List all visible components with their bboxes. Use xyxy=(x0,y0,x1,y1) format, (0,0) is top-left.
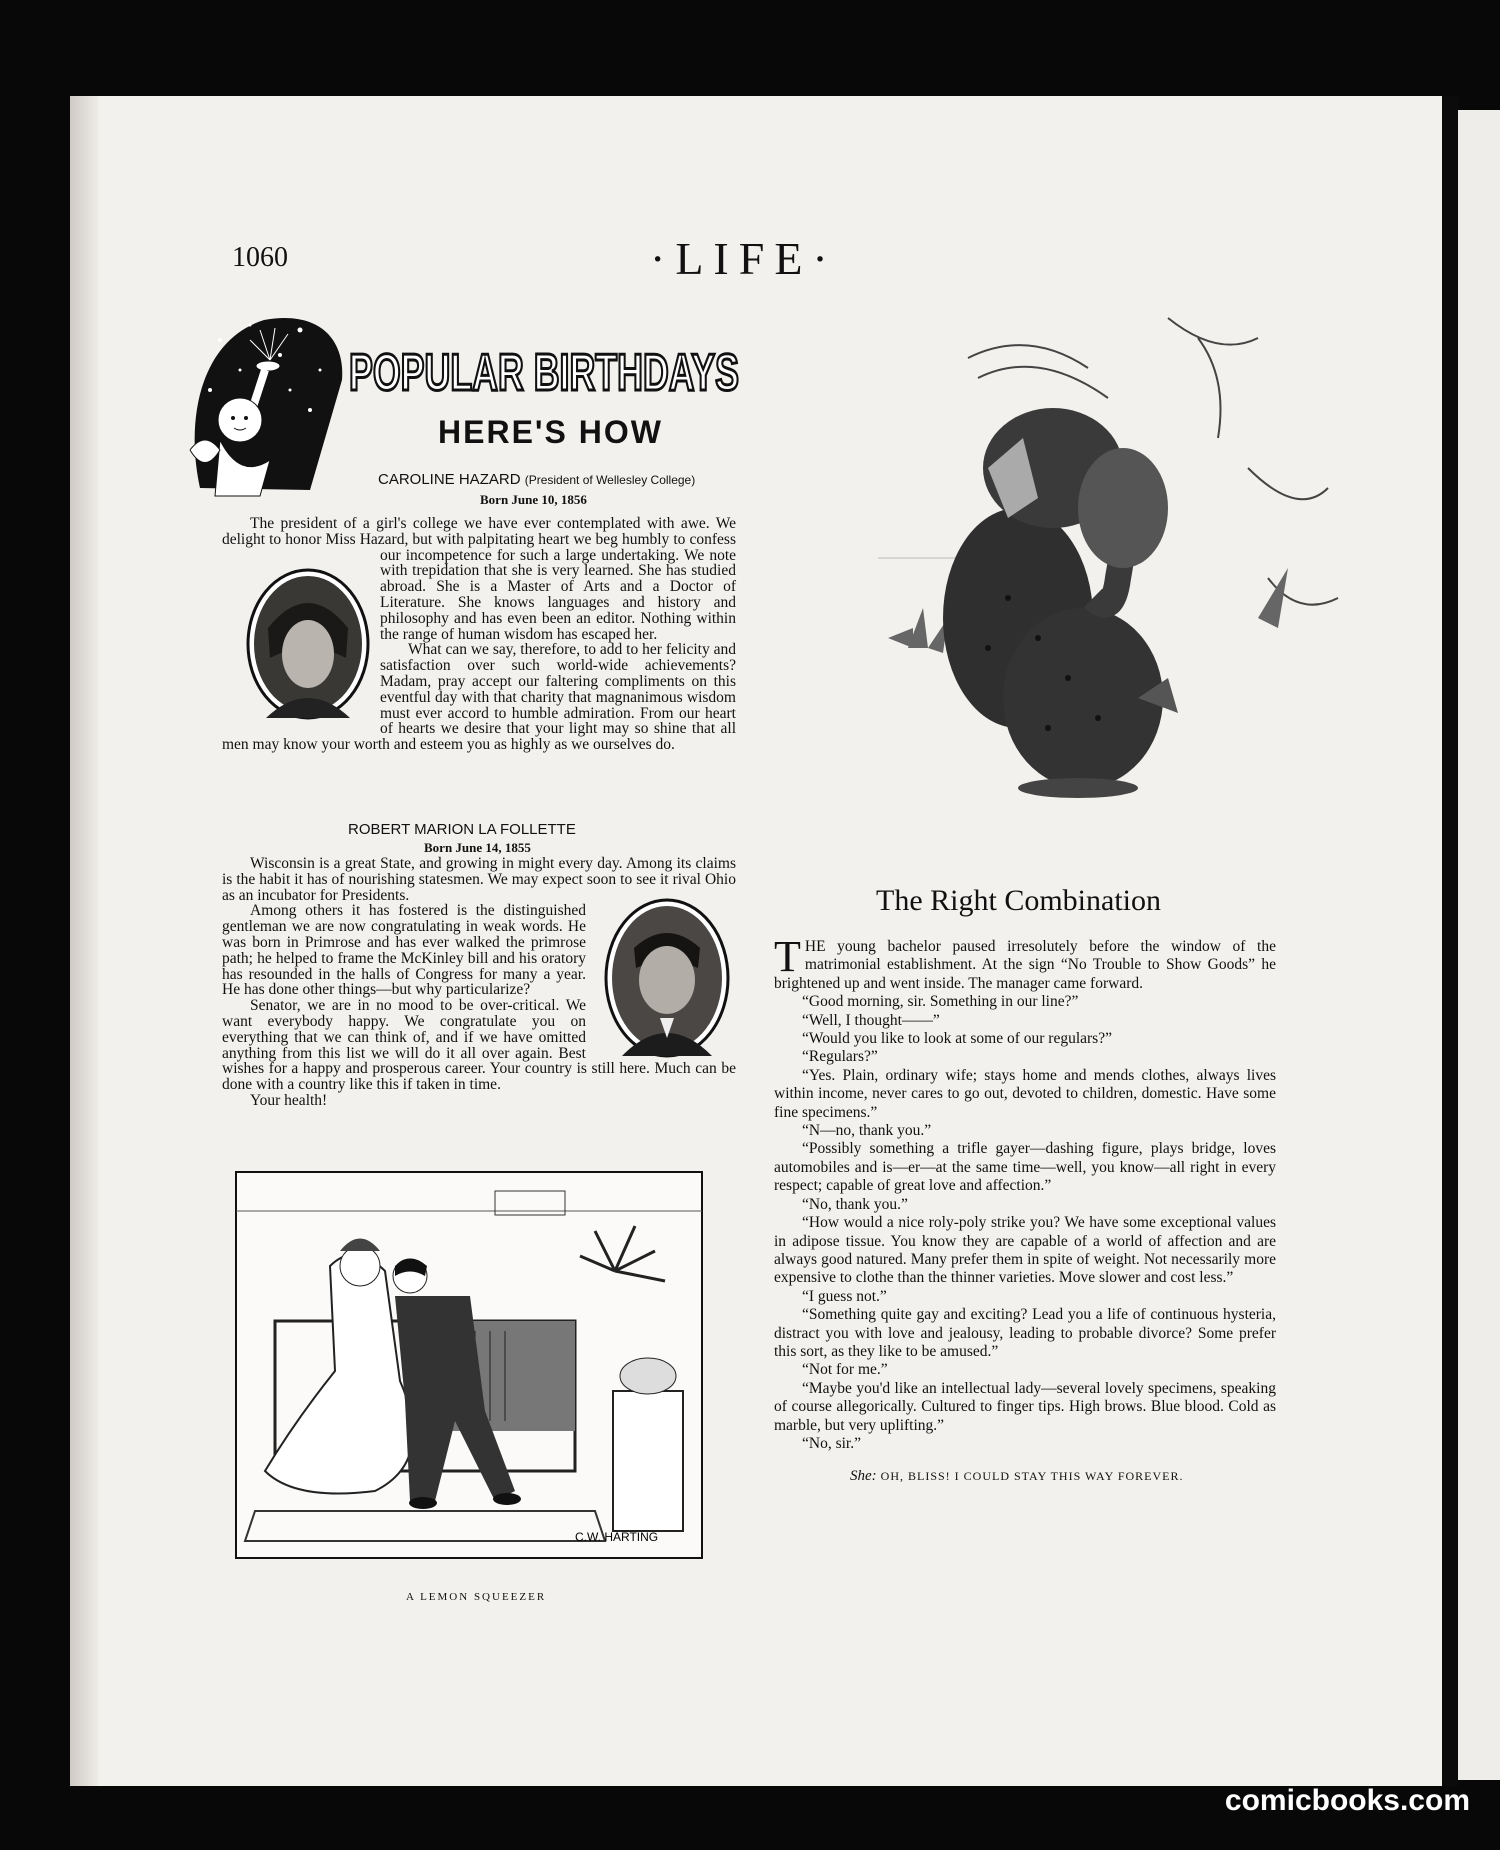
article1-name-text: CAROLINE HAZARD xyxy=(378,471,521,488)
elephant-caption xyxy=(850,1468,1184,1485)
elephant-caption-text: OH, BLISS! I COULD STAY THIS WAY FOREVER. xyxy=(880,1469,1184,1483)
story-paragraph: “Not for me.” xyxy=(802,1361,888,1379)
article2-paragraph: Among others it has fostered is the distinguished gentleman we are now congratulating in weak words. He was born in Primrose and has ever walked the primrose path; he helped to frame the McKinley bill and his oratory has resounded in the halls of Congress for many a year. He has done other things—but why particularize? xyxy=(222,902,586,999)
feature-subtitle: HERE'S HOW xyxy=(438,414,663,450)
cherub-illustration xyxy=(180,300,348,496)
article1-body xyxy=(222,516,736,753)
article2-born: Born June 14, 1855 xyxy=(424,840,531,855)
next-page-edge xyxy=(1458,110,1500,1780)
article1-name-note: (President of Wellesley College) xyxy=(524,473,696,487)
article2-paragraph: Wisconsin is a great State, and growing in might every day. Among its claims is the habit it has of nourishing statesmen. We may expect soon to see it rival Ohio as an incubator for Presidents. xyxy=(222,855,736,904)
story-paragraph: “Well, I thought——” xyxy=(802,1011,940,1029)
story-paragraph: “How would a nice roly-poly strike you? We have some exceptional values in adipose tissue. You know they are capable of a world of affection and are always good natured. Many prefer them in spite of weight. Not necessarily more expensive to clothe than the thinner varieties. Move slower and cost less.” xyxy=(774,1214,1276,1287)
masthead: ·LIFE· xyxy=(650,233,838,284)
article1-born: Born June 10, 1856 xyxy=(480,492,587,507)
feature-title-text: POPULAR BIRTHDAYS xyxy=(349,344,739,402)
story-body xyxy=(774,932,1276,1453)
lemon-squeezer-cartoon xyxy=(235,1171,703,1559)
story-paragraph: “I guess not.” xyxy=(802,1287,887,1305)
story-paragraph: “N—no, thank you.” xyxy=(802,1122,932,1140)
story-opening-paragraph xyxy=(774,932,1276,993)
article2-paragraph: Your health! xyxy=(250,1091,328,1109)
story-paragraph: “Possibly something a trifle gayer—dashing figure, plays bridge, loves automobiles and is—er—at the same time—well, you know—all right in every respect; capable of great love and affection.” xyxy=(774,1140,1276,1195)
lemon-squeezer-caption: A LEMON SQUEEZER xyxy=(406,1591,547,1603)
article1-paragraph: The president of a girl's college we have ever contemplated with awe. We delight to honor Miss Hazard, but with palpitating heart we beg humbly to confess our incompetence for such a large undertaking. We note with trepidation that she is very learned. She has studied abroad. She is a Master of Arts and a Doctor of Literature. She knows languages and history and philosophy and has even been an editor. Nothing within the range of human wisdom has escaped her. xyxy=(222,515,736,643)
article2-name: ROBERT MARION LA FOLLETTE xyxy=(348,821,576,838)
elephant-caption-speaker: She: xyxy=(850,1468,877,1484)
feature-title xyxy=(344,330,744,404)
article2-body xyxy=(222,856,736,1109)
cartoon-signature: C.W. HARTING xyxy=(575,1530,659,1544)
story-dropcap: T xyxy=(774,932,801,981)
story-title: The Right Combination xyxy=(876,884,1161,917)
site-watermark: comicbooks.com xyxy=(1224,1784,1470,1817)
story-opening-text: HE young bachelor paused irresolutely before the window of the matrimonial establishment. At the sign “No Trouble to Show Goods” he brightened up and went inside. The manager came forward. xyxy=(774,938,1276,992)
story-paragraph: “Regulars?” xyxy=(802,1048,878,1066)
story-paragraph: “No, sir.” xyxy=(802,1434,861,1452)
elephant-cartoon xyxy=(868,318,1346,818)
story-paragraph: “Maybe you'd like an intellectual lady—several lovely specimens, speaking of course allegorically. Cultured to finger tips. High brows. Blue blood. Cold as marble, but very uplifting.” xyxy=(774,1379,1276,1434)
article2-paragraph: Senator, we are in no mood to be over-critical. We want everybody happy. We congratulate you on everything that we can think of, and if we have omitted anything from this list we will do it all over again. Best wishes for a happy and prosperous career. Your country is still here. Much can be done with a country like this if taken in time. xyxy=(222,997,736,1094)
article1-paragraph: What can we say, therefore, to add to her felicity and satisfaction over such world-wide achievements? Madam, pray accept our faltering compliments on this eventful day with that charity that magnanimous wisdom must ever accord to humble admiration. From our heart of hearts we desire that your light may so shine that all men may know your worth and esteem you as highly as we ourselves do. xyxy=(222,641,736,754)
story-paragraph: “Something quite gay and exciting? Lead you a life of continuous hysteria, distract you with love and jealousy, leading to probable divorce? Some prefer this sort, as they like to be amused.” xyxy=(774,1306,1276,1360)
story-paragraph: “Good morning, sir. Something in our line?” xyxy=(802,993,1079,1011)
page-number: 1060 xyxy=(232,242,288,273)
page-binding xyxy=(70,96,98,1786)
story-paragraph: “Yes. Plain, ordinary wife; stays home and mends clothes, always lives within income, never cares to go out, devoted to children, domestic. Have some fine specimens.” xyxy=(774,1066,1276,1121)
story-paragraph: “No, thank you.” xyxy=(802,1195,908,1213)
story-paragraph: “Would you like to look at some of our regulars?” xyxy=(802,1030,1112,1048)
page-edge xyxy=(1442,96,1458,1786)
article1-name xyxy=(378,471,695,488)
